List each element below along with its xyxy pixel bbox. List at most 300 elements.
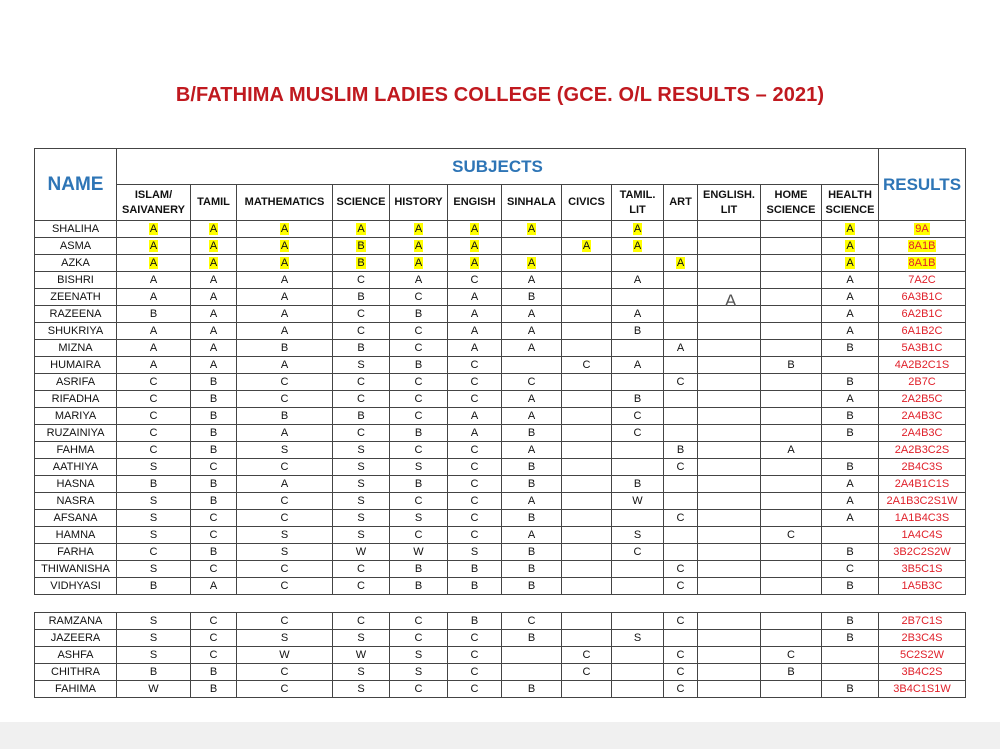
student-name: JAZEERA [35, 630, 117, 647]
grade-cell [664, 493, 698, 510]
grade-cell [562, 323, 612, 340]
grade-cell [664, 630, 698, 647]
grade-cell: B [191, 493, 237, 510]
grade-cell: S [390, 459, 448, 476]
grade-cell [664, 323, 698, 340]
student-name: ZEENATH [35, 289, 117, 306]
grade-cell: C [664, 613, 698, 630]
grade-cell: A [502, 306, 562, 323]
grade-cell: C [664, 459, 698, 476]
grade-cell: S [117, 527, 191, 544]
student-name: THIWANISHA [35, 561, 117, 578]
grade-cell: B [191, 408, 237, 425]
grade-cell: A [612, 272, 664, 289]
grade-cell: B [117, 306, 191, 323]
grade-cell: A [822, 272, 879, 289]
grade-cell: B [761, 357, 822, 374]
grade-cell [698, 221, 761, 238]
grade-cell: A [237, 476, 333, 493]
grade-cell: S [117, 510, 191, 527]
student-row [35, 647, 966, 664]
student-row [35, 561, 966, 578]
grade-cell: C [333, 374, 390, 391]
grade-cell: S [117, 613, 191, 630]
grade-cell: A [191, 255, 237, 272]
grade-cell: C [448, 374, 502, 391]
grade-cell: A [612, 238, 664, 255]
grade-cell [761, 340, 822, 357]
grade-cell [664, 357, 698, 374]
grade-cell: W [237, 647, 333, 664]
grade-cell: S [333, 510, 390, 527]
student-name: FAHIMA [35, 681, 117, 698]
grade-cell: B [117, 664, 191, 681]
grade-cell [761, 306, 822, 323]
grade-cell [562, 255, 612, 272]
grade-cell: C [448, 510, 502, 527]
student-name: FAHMA [35, 442, 117, 459]
student-name: AATHIYA [35, 459, 117, 476]
grade-cell [664, 544, 698, 561]
subject-column-header: MATHEMATICS [237, 185, 333, 221]
grade-cell: B [333, 289, 390, 306]
student-name: HAMNA [35, 527, 117, 544]
grade-cell: B [191, 544, 237, 561]
grade-cell: C [664, 374, 698, 391]
student-name: SHALIHA [35, 221, 117, 238]
grade-cell: B [191, 476, 237, 493]
grade-cell: A [502, 527, 562, 544]
subject-column-header: ENGLISH. LIT [698, 185, 761, 221]
grade-cell [562, 681, 612, 698]
student-name: ASMA [35, 238, 117, 255]
grade-cell: A [237, 255, 333, 272]
grade-cell [562, 425, 612, 442]
grade-cell: C [390, 323, 448, 340]
result-summary: 1A5B3C [879, 578, 966, 595]
grade-cell: C [502, 613, 562, 630]
grade-cell [698, 459, 761, 476]
grade-cell: W [333, 544, 390, 561]
grade-cell [612, 647, 664, 664]
grade-cell: C [390, 613, 448, 630]
grade-cell: C [390, 391, 448, 408]
grade-cell: S [117, 493, 191, 510]
grade-cell: B [191, 374, 237, 391]
grade-cell [761, 289, 822, 306]
grade-cell: B [333, 255, 390, 272]
grade-cell: B [664, 442, 698, 459]
result-summary: 2B4C3S [879, 459, 966, 476]
grade-cell: A [448, 238, 502, 255]
grade-cell: C [390, 289, 448, 306]
grade-cell [698, 425, 761, 442]
grade-cell: C [664, 578, 698, 595]
grade-cell [698, 578, 761, 595]
result-summary: 9A [879, 221, 966, 238]
subject-column-header: HISTORY [390, 185, 448, 221]
grade-cell: C [448, 272, 502, 289]
grade-cell: A [117, 289, 191, 306]
grade-cell: B [390, 476, 448, 493]
student-row [35, 374, 966, 391]
grade-cell: C [237, 459, 333, 476]
grade-cell: C [191, 561, 237, 578]
grade-cell [562, 408, 612, 425]
grade-cell [698, 476, 761, 493]
result-summary: 3B4C2S [879, 664, 966, 681]
grade-cell: B [502, 578, 562, 595]
grade-cell: B [191, 442, 237, 459]
subject-column-header: ISLAM/ SAIVANERY [117, 185, 191, 221]
grade-cell [562, 544, 612, 561]
grade-cell [761, 221, 822, 238]
result-summary: 2A4B1C1S [879, 476, 966, 493]
grade-cell: A [822, 476, 879, 493]
grade-cell: A [191, 323, 237, 340]
grade-cell: B [333, 408, 390, 425]
subject-column-header: HEALTH SCIENCE [822, 185, 879, 221]
result-summary: 2A2B3C2S [879, 442, 966, 459]
grade-cell [562, 476, 612, 493]
result-summary: 1A1B4C3S [879, 510, 966, 527]
grade-cell: S [117, 459, 191, 476]
grade-cell: B [822, 408, 879, 425]
grade-cell: B [822, 425, 879, 442]
grade-cell: S [333, 681, 390, 698]
grade-cell [698, 493, 761, 510]
result-summary: 7A2C [879, 272, 966, 289]
grade-cell: B [117, 476, 191, 493]
grade-cell [698, 238, 761, 255]
student-name: AFSANA [35, 510, 117, 527]
grade-cell: S [333, 442, 390, 459]
grade-cell: A [448, 306, 502, 323]
grade-cell: S [333, 459, 390, 476]
grade-cell: C [664, 647, 698, 664]
grade-cell: C [390, 493, 448, 510]
student-row [35, 493, 966, 510]
grade-cell [822, 442, 879, 459]
grade-cell [761, 681, 822, 698]
grade-cell: A [191, 289, 237, 306]
grade-cell [761, 425, 822, 442]
grade-cell: C [390, 374, 448, 391]
subject-column-header: ART [664, 185, 698, 221]
grade-cell: W [333, 647, 390, 664]
grade-cell: C [191, 647, 237, 664]
result-summary: 2B7C [879, 374, 966, 391]
grade-cell [761, 238, 822, 255]
subject-column-header: HOME SCIENCE [761, 185, 822, 221]
grade-cell: A [502, 493, 562, 510]
grade-cell: B [191, 681, 237, 698]
student-row [35, 544, 966, 561]
grade-cell: A [448, 425, 502, 442]
grade-cell: B [612, 476, 664, 493]
grade-cell: B [333, 340, 390, 357]
grade-cell [562, 561, 612, 578]
grade-cell [698, 527, 761, 544]
grade-cell: C [191, 527, 237, 544]
grade-cell: C [390, 630, 448, 647]
student-name: CHITHRA [35, 664, 117, 681]
grade-cell [562, 289, 612, 306]
subject-column-header: TAMIL [191, 185, 237, 221]
grade-cell [562, 221, 612, 238]
grade-cell: B [502, 561, 562, 578]
result-summary: 5A3B1C [879, 340, 966, 357]
grade-cell: C [117, 425, 191, 442]
grade-cell [612, 510, 664, 527]
grade-cell [612, 289, 664, 306]
grade-cell: C [562, 647, 612, 664]
grade-cell: B [390, 561, 448, 578]
grade-cell [761, 391, 822, 408]
grade-cell [822, 664, 879, 681]
results-table-continued [34, 612, 966, 698]
grade-cell [612, 561, 664, 578]
grade-cell: B [502, 510, 562, 527]
subject-column-header: TAMIL. LIT [612, 185, 664, 221]
student-name: HUMAIRA [35, 357, 117, 374]
grade-cell: C [612, 425, 664, 442]
grade-cell: S [333, 476, 390, 493]
grade-cell: A [448, 408, 502, 425]
grade-cell [761, 476, 822, 493]
result-summary: 1A4C4S [879, 527, 966, 544]
subject-column-header: CIVICS [562, 185, 612, 221]
student-row [35, 630, 966, 647]
grade-cell: C [191, 630, 237, 647]
grade-cell [698, 664, 761, 681]
grade-cell: S [333, 664, 390, 681]
grade-cell [664, 306, 698, 323]
grade-cell [761, 323, 822, 340]
student-row [35, 578, 966, 595]
grade-cell [562, 510, 612, 527]
grade-cell: A [822, 510, 879, 527]
grade-cell: C [333, 578, 390, 595]
grade-cell: B [612, 391, 664, 408]
grade-cell: C [562, 357, 612, 374]
grade-cell: C [502, 374, 562, 391]
grade-cell: C [664, 664, 698, 681]
grade-cell: C [237, 391, 333, 408]
grade-cell: C [448, 527, 502, 544]
grade-cell [562, 340, 612, 357]
grade-cell [698, 340, 761, 357]
grade-cell [664, 221, 698, 238]
grade-cell: A [822, 323, 879, 340]
grade-cell: A [237, 289, 333, 306]
grade-cell [698, 323, 761, 340]
grade-cell: S [448, 544, 502, 561]
grade-cell [562, 459, 612, 476]
grade-cell: B [822, 630, 879, 647]
grade-cell: B [390, 306, 448, 323]
student-row [35, 357, 966, 374]
grade-cell: S [237, 544, 333, 561]
grade-cell: A [822, 391, 879, 408]
result-summary: 2A4B3C [879, 408, 966, 425]
grade-cell: C [333, 613, 390, 630]
grade-cell [761, 613, 822, 630]
grade-cell: C [333, 561, 390, 578]
student-row [35, 510, 966, 527]
result-summary: 4A2B2C1S [879, 357, 966, 374]
grade-cell: C [117, 374, 191, 391]
grade-cell [822, 647, 879, 664]
grade-cell: A [237, 323, 333, 340]
grade-cell: C [612, 544, 664, 561]
grade-cell [612, 255, 664, 272]
grade-cell: B [822, 544, 879, 561]
grade-cell: A [612, 221, 664, 238]
grade-cell: A [562, 238, 612, 255]
grade-cell: B [822, 340, 879, 357]
student-name: VIDHYASI [35, 578, 117, 595]
grade-cell: W [117, 681, 191, 698]
grade-cell: C [117, 408, 191, 425]
grade-cell [562, 527, 612, 544]
grade-cell: C [237, 613, 333, 630]
grade-cell: A [822, 238, 879, 255]
grade-cell: S [117, 647, 191, 664]
grade-cell: C [117, 442, 191, 459]
grade-cell: A [117, 272, 191, 289]
grade-cell: S [333, 527, 390, 544]
grade-cell: C [390, 527, 448, 544]
grade-cell: A [448, 221, 502, 238]
student-row [35, 425, 966, 442]
grade-cell [698, 544, 761, 561]
grade-cell: S [390, 510, 448, 527]
grade-cell [698, 408, 761, 425]
grade-cell [822, 527, 879, 544]
result-summary: 6A2B1C [879, 306, 966, 323]
grade-cell: C [390, 340, 448, 357]
grade-cell [562, 613, 612, 630]
result-summary: 2B7C1S [879, 613, 966, 630]
grade-cell: A [502, 408, 562, 425]
grade-cell: S [333, 357, 390, 374]
grade-cell: B [390, 357, 448, 374]
grade-cell: C [448, 391, 502, 408]
grade-cell: C [237, 681, 333, 698]
grade-cell [612, 340, 664, 357]
grade-cell [698, 561, 761, 578]
grade-cell [761, 255, 822, 272]
grade-cell: C [191, 459, 237, 476]
grade-cell [698, 272, 761, 289]
student-row [35, 323, 966, 340]
grade-cell: C [237, 578, 333, 595]
grade-cell: A [117, 221, 191, 238]
grade-cell [612, 681, 664, 698]
student-row [35, 272, 966, 289]
grade-cell [698, 255, 761, 272]
grade-cell: A [502, 323, 562, 340]
grade-cell: C [448, 681, 502, 698]
grade-cell [698, 391, 761, 408]
grade-cell: B [822, 578, 879, 595]
grade-cell: B [761, 664, 822, 681]
student-name: NASRA [35, 493, 117, 510]
grade-cell: B [502, 630, 562, 647]
grade-cell: C [448, 459, 502, 476]
student-name: MARIYA [35, 408, 117, 425]
grade-cell: C [448, 493, 502, 510]
grade-cell: C [822, 561, 879, 578]
result-summary: 3B4C1S1W [879, 681, 966, 698]
student-row [35, 527, 966, 544]
grade-cell: B [502, 289, 562, 306]
grade-cell [761, 578, 822, 595]
grade-cell [761, 408, 822, 425]
grade-cell: B [448, 578, 502, 595]
grade-cell [698, 357, 761, 374]
grade-cell: A [664, 255, 698, 272]
grade-cell: C [333, 391, 390, 408]
student-name: FARHA [35, 544, 117, 561]
student-row [35, 664, 966, 681]
grade-cell: B [822, 459, 879, 476]
grade-cell: C [664, 561, 698, 578]
student-row [35, 221, 966, 238]
student-row [35, 306, 966, 323]
grade-cell [761, 630, 822, 647]
grade-cell [502, 647, 562, 664]
grade-cell: C [448, 664, 502, 681]
grade-cell: C [390, 442, 448, 459]
grade-cell: A [117, 340, 191, 357]
grade-cell: A [822, 289, 879, 306]
student-row [35, 442, 966, 459]
grade-cell: S [333, 493, 390, 510]
grade-cell [562, 493, 612, 510]
grade-cell [562, 630, 612, 647]
grade-cell: C [117, 391, 191, 408]
grade-cell [698, 647, 761, 664]
grade-cell: W [390, 544, 448, 561]
grade-cell: S [333, 630, 390, 647]
student-row [35, 613, 966, 630]
result-summary: 5C2S2W [879, 647, 966, 664]
grade-cell: B [822, 613, 879, 630]
student-row [35, 238, 966, 255]
grade-cell: S [117, 630, 191, 647]
grade-cell: A [502, 255, 562, 272]
grade-cell [664, 476, 698, 493]
grade-cell: C [117, 544, 191, 561]
grade-cell: B [612, 323, 664, 340]
grade-cell: S [237, 527, 333, 544]
grade-cell: B [448, 561, 502, 578]
grade-cell: B [502, 544, 562, 561]
grade-cell: S [390, 664, 448, 681]
grade-cell: C [448, 476, 502, 493]
result-summary: 8A1B [879, 238, 966, 255]
grade-cell [562, 374, 612, 391]
grade-cell: B [502, 425, 562, 442]
grade-cell: C [390, 408, 448, 425]
grade-cell [502, 238, 562, 255]
grade-cell: C [448, 357, 502, 374]
grade-cell: A [191, 221, 237, 238]
subjects-header: SUBJECTS [117, 149, 879, 185]
grade-cell [562, 391, 612, 408]
